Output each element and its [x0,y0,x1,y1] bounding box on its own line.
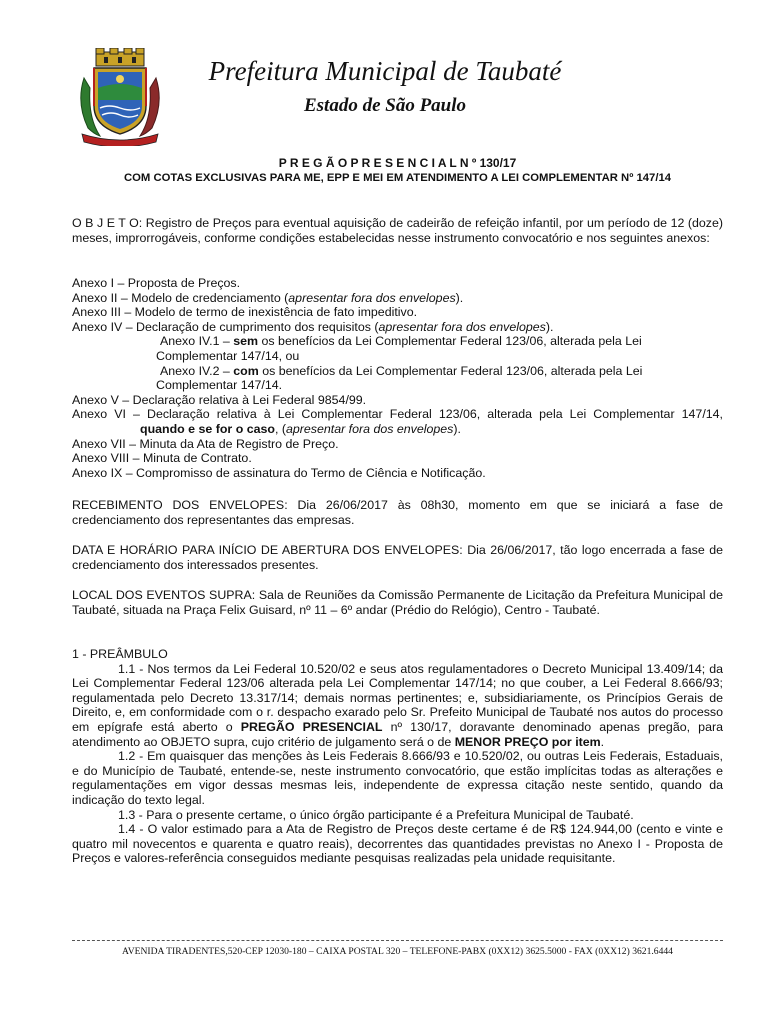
preambulo-section [72,647,723,866]
page-title: Prefeitura Municipal de Taubaté [208,56,562,86]
page-subtitle: Estado de São Paulo [303,95,467,116]
motto-ribbon-icon [82,134,158,146]
anexo-item: Anexo IX – Compromisso de assinatura do Termo de Ciência e Notificação. [72,465,486,480]
anexo-subitem-cont: Complementar 147/14, ou [156,348,300,363]
anexo-subitem: Anexo IV.2 – com os benefícios da Lei Complementar Federal 123/06, alterada pela Lei [160,363,643,378]
anexo-subitem-cont: Complementar 147/14. [156,378,283,393]
abertura-paragraph: DATA E HORÁRIO PARA INÍCIO DE ABERTURA DOS ENVELOPES: Dia 26/06/2017, tão logo encerrada a fase de credenciamento dos interessados presentes. [72,543,723,572]
section-title: 1 - PREÂMBULO [72,647,168,661]
clause-1-2: 1.2 - Em quaisquer das menções às Leis Federais 8.666/93 e 10.520/02, ou outras Leis Federais, Estaduais, e do Município de Taubaté, entende-se, neste instrumento convocatório, que estão implícitas todas as alterações e regulamentações em vigor dessas mesmas leis, independente de expressa citação neste sentido, quando da indicação do texto legal. [72,749,723,807]
clause-1-1: 1.1 - Nos termos da Lei Federal 10.520/02 e seus atos regulamentadores o Decreto Municipal 13.409/14; da Lei Complementar Federal 123/06 alterada pela Lei Complementar 147/14; no que couber, a Lei Federal 8.666/93; regulamentada pelo Decreto 13.317/14; demais normas pertinentes; e, subsidiariamente, os Princípios Gerais de Direito, e, em conformidade com o r. despacho exarado pelo Sr. Prefeito Municipal de Taubaté nos autos do processo em epígrafe está aberto o PREGÃO PRESENCIAL nº 130/17, doravante denominado apenas pregão, para atendimento ao OBJETO supra, cujo critério de julgamento será o de MENOR PREÇO por item. [72,661,723,749]
anexo-item: Anexo VIII – Minuta de Contrato. [72,451,252,466]
anexo-item: Anexo V – Declaração relativa à Lei Federal 9854/99. [72,392,367,407]
anexo-item: Anexo VI – Declaração relativa à Lei Complementar Federal 123/06, alterada pela Lei Complementar 147/14, [72,407,723,422]
anexos-list [72,276,723,480]
clause-1-4: 1.4 - O valor estimado para a Ata de Registro de Preços deste certame é de R$ 124.944,00 (cento e vinte e quatro mil novecentos e quarenta e quatro reais), decorrentes das quantidades previstas no Anexo I - Proposta de Preços e valores-referência conseguidos mediante pesquisas realizadas pela unidade requisitante. [72,822,723,866]
footer-divider [72,940,723,941]
recebimento-paragraph: RECEBIMENTO DOS ENVELOPES: Dia 26/06/2017 às 08h30, momento em que se iniciará a fase de credenciamento dos representantes das empresas. [72,498,723,527]
anexo-item-cont: quando e se for o caso, (apresentar fora dos envelopes). [140,421,461,436]
objeto-paragraph: O B J E T O: Registro de Preços para eventual aquisição de cadeirão de refeição infantil, por um período de 12 (doze) meses, improrrogáveis, conforme condições estabelecidas nesse instrumento convocatório e nos seguintes anexos: [72,216,723,245]
anexo-subitem: Anexo IV.1 – sem os benefícios da Lei Complementar Federal 123/06, alterada pela Lei [160,334,642,349]
anexo-item: Anexo III – Modelo de termo de inexistência de fato impeditivo. [72,305,418,320]
anexo-item: Anexo II – Modelo de credenciamento (apresentar fora dos envelopes). [72,290,464,305]
local-paragraph: LOCAL DOS EVENTOS SUPRA: Sala de Reuniões da Comissão Permanente de Licitação da Prefeitura Municipal de Taubaté, situada na Praça Felix Guisard, nº 11 – 6º andar (Prédio do Relógio), Centro - Taubaté. [72,588,723,617]
clause-1-3: 1.3 - Para o presente certame, o único órgão participante é a Prefeitura Municipal de Taubaté. [118,807,634,822]
anexo-item: Anexo IV – Declaração de cumprimento dos requisitos (apresentar fora dos envelopes). [72,319,554,334]
footer-address: AVENIDA TIRADENTES,520-CEP 12030-180 – CAIXA POSTAL 320 – TELEFONE-PABX (0XX12) 3625.5000 - FAX (0XX12) 3621.6444 [122,946,673,957]
anexo-item: Anexo I – Proposta de Preços. [72,276,241,290]
anexo-item: Anexo VII – Minuta da Ata de Registro de Preço. [72,436,339,451]
heading-cotas: COM COTAS EXCLUSIVAS PARA ME, EPP E MEI EM ATENDIMENTO A LEI COMPLEMENTAR Nº 147/14 [123,172,672,184]
heading-pregao: P R E G Ã O P R E S E N C I A L N º 130/17 [278,156,517,170]
